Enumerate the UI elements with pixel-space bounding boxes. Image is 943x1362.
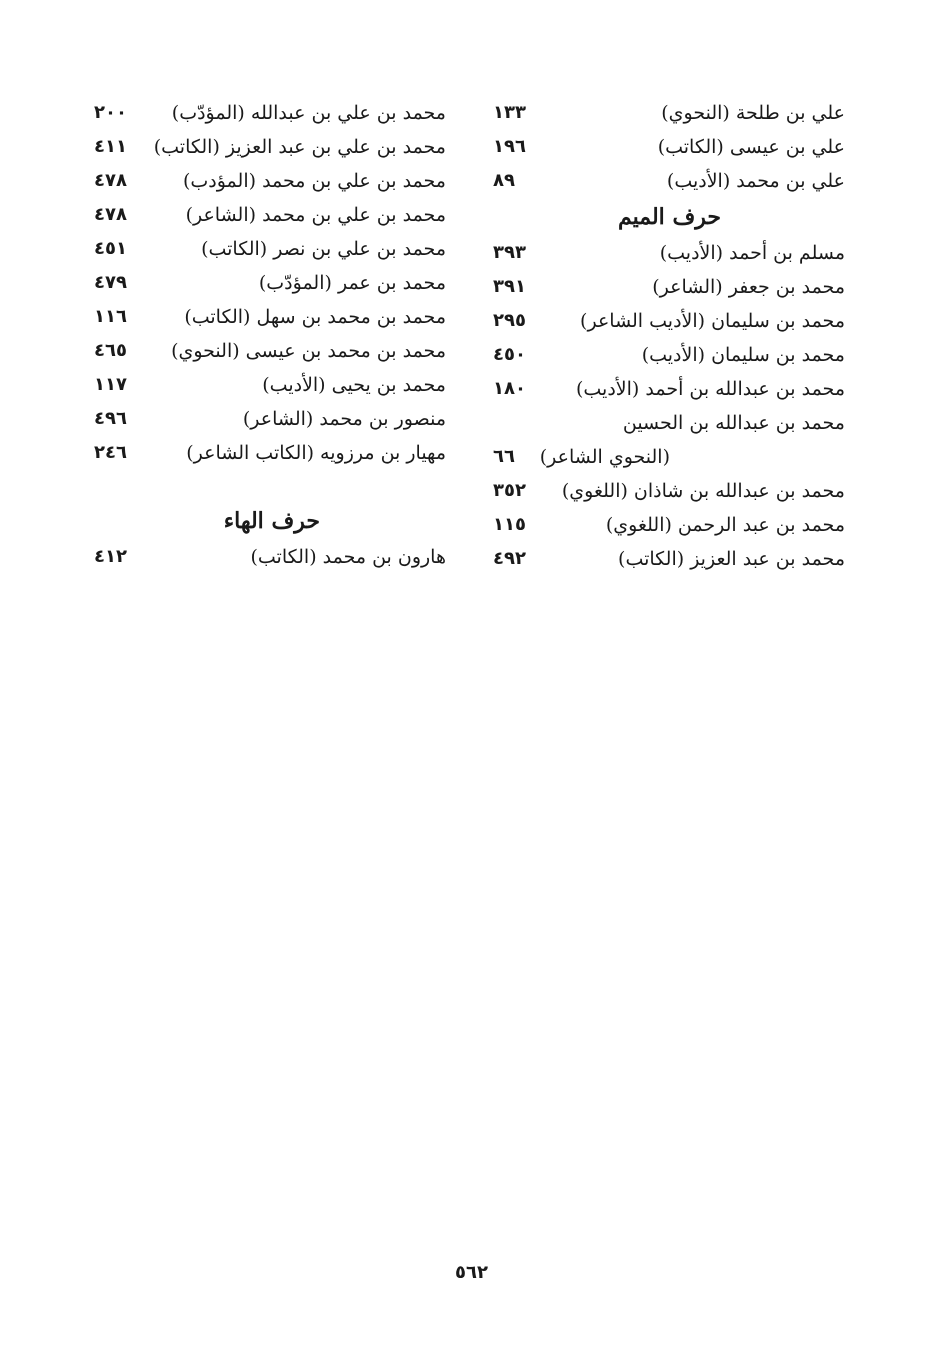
index-entry-continuation: [493, 440, 845, 474]
entry-page: ١١٧: [94, 374, 127, 395]
index-entry: [493, 164, 845, 198]
entry-name: محمد بن علي بن عبد العزيز (الكاتب): [153, 136, 446, 158]
entry-name: (النحوي الشاعر): [539, 446, 670, 468]
entry-page: ٤٧٨: [94, 170, 127, 191]
index-entry: [94, 266, 446, 300]
entry-name: محمد بن علي بن عبدالله (المؤدّب): [171, 102, 446, 124]
entry-name: محمد بن عبد الرحمن (اللغوي): [605, 514, 845, 536]
entry-name: محمد بن عبدالله بن أحمد (الأديب): [575, 378, 845, 400]
entry-page: ١٨٠: [493, 378, 526, 399]
index-entry: [94, 232, 446, 266]
index-entry: [94, 402, 446, 436]
entry-name: محمد بن يحيى (الأديب): [262, 374, 446, 396]
section-heading-meem: حرف الميم: [617, 204, 721, 230]
page-number: ٥٦٢: [455, 1262, 488, 1283]
index-entry: [493, 304, 845, 338]
entry-page: ٣٩٣: [493, 242, 526, 263]
entry-page: ٤١٢: [94, 546, 127, 567]
entry-page: ٤٧٨: [94, 204, 127, 225]
index-entry: [493, 130, 845, 164]
index-entry: [493, 508, 845, 542]
entry-name: محمد بن علي بن محمد (الشاعر): [185, 204, 446, 226]
entry-name: مهيار بن مرزويه (الكاتب الشاعر): [186, 442, 446, 464]
entry-name: علي بن طلحة (النحوي): [661, 102, 845, 124]
index-entry: [493, 474, 845, 508]
entry-name: علي بن عيسى (الكاتب): [657, 136, 845, 158]
entry-name: محمد بن محمد بن عيسى (النحوي): [171, 340, 446, 362]
entry-name: محمد بن عبد العزيز (الكاتب): [618, 548, 845, 570]
left-column: [94, 96, 446, 574]
entry-name: هارون بن محمد (الكاتب): [250, 546, 446, 568]
entry-page: ١٩٦: [493, 136, 526, 157]
index-entry: [94, 540, 446, 574]
entry-page: ١١٥: [493, 514, 526, 535]
entry-page: ٤٩٦: [94, 408, 127, 429]
section-heading-haa: حرف الهاء: [223, 508, 320, 534]
entry-page: ٦٦: [493, 446, 515, 467]
index-entry: [94, 300, 446, 334]
entry-page: ٤٦٥: [94, 340, 127, 361]
entry-name: محمد بن سليمان (الأديب): [641, 344, 845, 366]
index-entry: [94, 198, 446, 232]
entry-page: ١٣٣: [493, 102, 526, 123]
entry-page: ٣٥٢: [493, 480, 526, 501]
entry-name: مسلم بن أحمد (الأديب): [659, 242, 845, 264]
index-entry: [493, 270, 845, 304]
entry-name: محمد بن عبدالله بن شاذان (اللغوي): [561, 480, 845, 502]
index-entry: [94, 436, 446, 470]
entry-page: ٢٩٥: [493, 310, 526, 331]
entry-name: محمد بن عبدالله بن الحسين: [622, 412, 845, 434]
entry-name: محمد بن سليمان (الأديب الشاعر): [580, 310, 845, 332]
entry-page: ٣٩١: [493, 276, 526, 297]
index-entry: [493, 338, 845, 372]
entry-name: محمد بن علي بن نصر (الكاتب): [201, 238, 446, 260]
entry-name: منصور بن محمد (الشاعر): [242, 408, 446, 430]
entry-page: ٤١١: [94, 136, 127, 157]
index-entry: [94, 368, 446, 402]
entry-page: ٢٠٠: [94, 102, 127, 123]
entry-page: ٨٩: [493, 170, 515, 191]
index-entry: [94, 96, 446, 130]
entry-name: محمد بن جعفر (الشاعر): [652, 276, 845, 298]
entry-page: ٤٩٢: [493, 548, 526, 569]
entry-page: ١١٦: [94, 306, 127, 327]
index-entry: [493, 406, 845, 440]
index-entry: [94, 130, 446, 164]
index-entry: [493, 542, 845, 576]
right-column: [493, 96, 845, 576]
entry-page: ٢٤٦: [94, 442, 127, 463]
index-entry: [493, 372, 845, 406]
index-entry: [493, 236, 845, 270]
entry-name: محمد بن علي بن محمد (المؤدب): [182, 170, 446, 192]
entry-name: محمد بن محمد بن سهل (الكاتب): [184, 306, 446, 328]
index-entry: [94, 164, 446, 198]
entry-name: محمد بن عمر (المؤدّب): [258, 272, 446, 294]
entry-page: ٤٥٠: [493, 344, 526, 365]
entry-page: ٤٥١: [94, 238, 127, 259]
entry-page: ٤٧٩: [94, 272, 127, 293]
entry-name: علي بن محمد (الأديب): [666, 170, 845, 192]
index-entry: [94, 334, 446, 368]
index-entry: [493, 96, 845, 130]
